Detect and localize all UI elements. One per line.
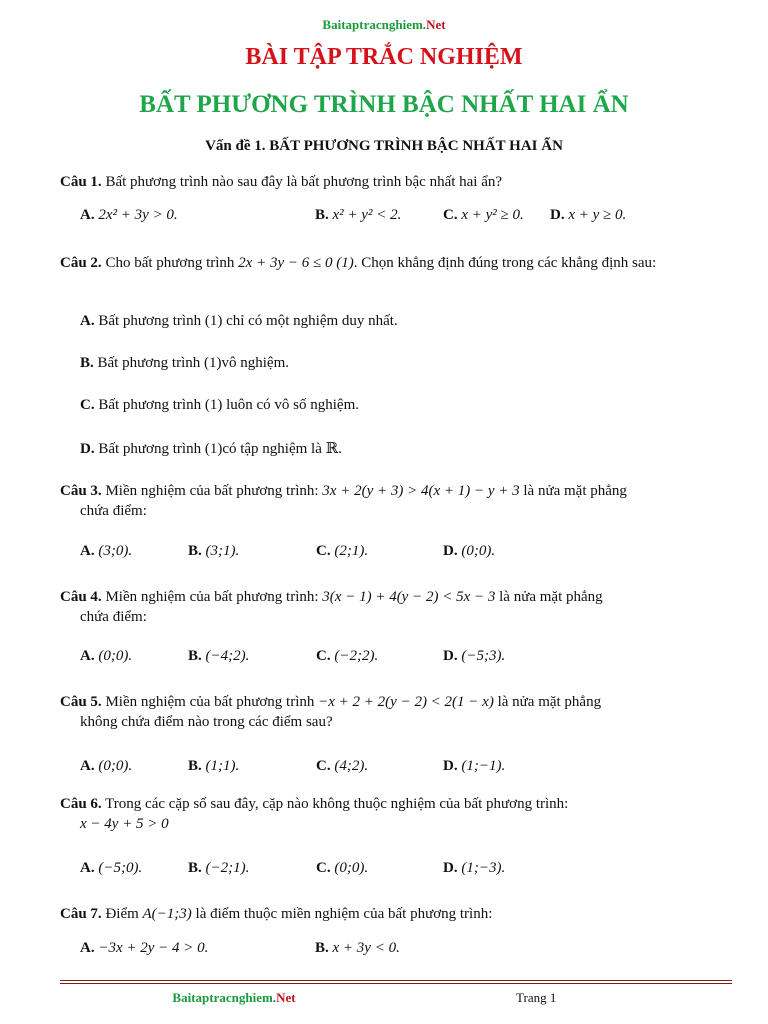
q3-option-d: D. (0;0). bbox=[443, 543, 496, 559]
document-title: BÀI TẬP TRẮC NGHIỆM bbox=[245, 44, 523, 70]
q7-option-b: B. x + 3y < 0. bbox=[315, 940, 400, 956]
question-3: Câu 3. Miền nghiệm của bất phương trình: 3x + 2(y + 3) > 4(x + 1) − y + 3 là nửa mặt phẳng chứa điểm: bbox=[60, 483, 627, 519]
q5-option-c: C. (4;2). bbox=[316, 758, 369, 774]
q6-option-b: B. (−2;1). bbox=[188, 860, 250, 876]
q5-option-b: B. (1;1). bbox=[188, 758, 240, 774]
question-7: Câu 7. Điểm A(−1;3) là điểm thuộc miền nghiệm của bất phương trình: bbox=[60, 906, 493, 922]
question-1: Câu 1. Bất phương trình nào sau đây là bất phương trình bậc nhất hai ẩn? bbox=[60, 174, 503, 190]
q6-option-a: A. (−5;0). bbox=[80, 860, 143, 876]
document-subtitle: BẤT PHƯƠNG TRÌNH BẬC NHẤT HAI ẨN bbox=[139, 91, 629, 118]
q4-option-a: A. (0;0). bbox=[80, 648, 133, 664]
question-6: Câu 6. Trong các cặp số sau đây, cặp nào không thuộc nghiệm của bất phương trình: x − 4y + 5 > 0 bbox=[60, 796, 569, 832]
q2-option-a: A. Bất phương trình (1) chỉ có một nghiệm duy nhất. bbox=[80, 313, 398, 329]
q6-option-d: D. (1;−3). bbox=[443, 860, 506, 876]
q1-option-d: D. x + y ≥ 0. bbox=[550, 207, 627, 223]
q6-option-c: C. (0;0). bbox=[316, 860, 369, 876]
footer-rule bbox=[60, 980, 732, 981]
q7-option-a: A. −3x + 2y − 4 > 0. bbox=[80, 940, 209, 956]
q3-option-b: B. (3;1). bbox=[188, 543, 240, 559]
header-site-name: Baitaptracnghiem.Net bbox=[322, 17, 446, 32]
q1-option-c: C. x + y² ≥ 0. bbox=[443, 207, 524, 223]
q3-option-c: C. (2;1). bbox=[316, 543, 369, 559]
q2-option-b: B. Bất phương trình (1)vô nghiệm. bbox=[80, 355, 289, 371]
q4-option-b: B. (−4;2). bbox=[188, 648, 250, 664]
q5-option-a: A. (0;0). bbox=[80, 758, 133, 774]
footer-rule-2 bbox=[60, 983, 732, 984]
question-2: Câu 2. Cho bất phương trình 2x + 3y − 6 ≤ 0 (1). Chọn khẳng định đúng trong các khẳng định sau: bbox=[60, 255, 657, 271]
q2-option-d: D. Bất phương trình (1)có tập nghiệm là ℝ. bbox=[80, 441, 342, 457]
footer-site-name: Baitaptracnghiem.Net bbox=[172, 990, 296, 1005]
q5-option-d: D. (1;−1). bbox=[443, 758, 506, 774]
question-5: Câu 5. Miền nghiệm của bất phương trình −x + 2 + 2(y − 2) < 2(1 − x) là nửa mặt phẳng không chứa điểm nào trong các điểm sau? bbox=[60, 694, 602, 730]
q1-option-b: B. x² + y² < 2. bbox=[315, 207, 402, 223]
section-heading: Vấn đề 1. BẤT PHƯƠNG TRÌNH BẬC NHẤT HAI ẨN bbox=[205, 138, 563, 154]
q4-option-c: C. (−2;2). bbox=[316, 648, 379, 664]
page-number: Trang 1 bbox=[516, 990, 557, 1005]
q2-option-c: C. Bất phương trình (1) luôn có vô số nghiệm. bbox=[80, 397, 359, 413]
q3-option-a: A. (3;0). bbox=[80, 543, 133, 559]
q1-option-a: A. 2x² + 3y > 0. bbox=[80, 207, 178, 223]
question-4: Câu 4. Miền nghiệm của bất phương trình: 3(x − 1) + 4(y − 2) < 5x − 3 là nửa mặt phẳng chứa điểm: bbox=[60, 589, 603, 625]
q4-option-d: D. (−5;3). bbox=[443, 648, 506, 664]
